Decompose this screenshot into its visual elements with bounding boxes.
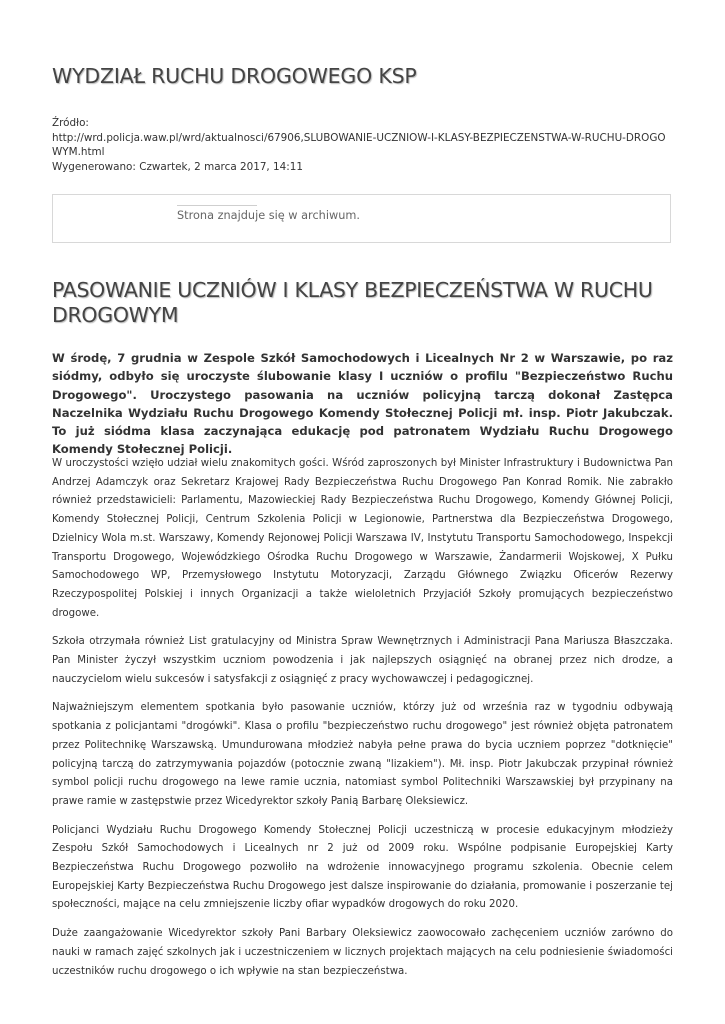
article-paragraph: W uroczystości wzięło udział wielu znakomitych gości. Wśród zaproszonych był Minister Infrastruktury i Budownictwa Pan Andrzej Adamczyk oraz Sekretarz Krajowej Rady Bezpieczeństwa Ruchu Drogowego Pan Konrad Romik. Nie zabrakło również przedstawicieli: Parlamentu, Mazowieckiej Rady Bezpieczeństwa Ruchu Drogowego, Komendy Głównej Policji, Komendy Stołecznej Policji, Centrum Szkolenia Policji w Legionowie, Partnerstwa dla Bezpieczeństwa Drogowego, Dzielnicy Wola m.st. Warszawy, Komendy Rejonowej Policji Warszawa IV, Instytutu Transportu Samochodowego, Inspekcji Transportu Drogowego, Wojewódzkiego Ośrodka Ruchu Drogowego w Warszawie, Żandarmerii Wojskowej, X Pułku Samochodowego WP, Przemysłowego Instytutu Motoryzacji, Zarządu Głównego Związku Oficerów Rezerwy Rzeczypospolitej Polskiej i innych Organizacji a także wieloletnich Przyjaciół Szkoły promujących bezpieczeństwo drogowe. — [52, 458, 673, 619]
article-paragraph: Policjanci Wydziału Ruchu Drogowego Komendy Stołecznej Policji uczestniczą w procesie edukacyjnym młodzieży Zespołu Szkół Samochodowych i Licealnych nr 2 już od 2009 roku. Wspólne podpisanie Europejskiej Karty Bezpieczeństwa Ruchu Drogowego pozwoliło na wdrożenie innowacyjnego programu szkolenia. Obecnie celem Europejskiej Karty Bezpieczeństwa Ruchu Drogowego jest dalsze inspirowanie do działania, promowanie i poszerzanie tej społeczności, mające na celu zmniejszenie liczby ofiar wypadków drogowych do roku 2020. — [52, 824, 673, 911]
archive-notice-box — [52, 194, 671, 243]
source-url: http://wrd.policja.waw.pl/wrd/aktualnosci/67906,SLUBOWANIE-UCZNIOW-I-KLASY-BEZPIECZENSTWA-W-RUCHU-DROGOWYM.html — [52, 131, 666, 158]
generated-date: Wygenerowano: Czwartek, 2 marca 2017, 14:11 — [52, 160, 303, 173]
site-title: WYDZIAŁ RUCHU DROGOWEGO KSP — [52, 64, 417, 88]
source-meta — [52, 116, 673, 174]
source-label: Źródło: — [52, 117, 89, 129]
archive-divider — [177, 205, 257, 206]
article-paragraph: Szkoła otrzymała również List gratulacyjny od Ministra Spraw Wewnętrznych i Administracji Pana Mariusza Błaszczaka. Pan Minister życzył wszystkim uczniom powodzenia i jak najlepszych osiągnięć na obranej przez nich drodze, a nauczycielom wielu sukcesów i satysfakcji z osiągnięć z pracy wychowawczej i pedagogicznej. — [52, 636, 673, 685]
article-lead: W środę, 7 grudnia w Zespole Szkół Samochodowych i Licealnych Nr 2 w Warszawie, po raz siódmy, odbyło się uroczyste ślubowanie klasy I uczniów o profilu "Bezpieczeństwo Ruchu Drogowego". Uroczystego pasowania na uczniów policyjną tarczą dokonał Zastępca Naczelnika Wydziału Ruchu Drogowego Komendy Stołecznej Policji mł. insp. Piotr Jakubczak. To już siódma klasa zaczynająca edukację pod patronatem Wydziału Ruchu Drogowego Komendy Stołecznej Policji. — [52, 351, 673, 457]
article-title: PASOWANIE UCZNIÓW I KLASY BEZPIECZEŃSTWA W RUCHU DROGOWYM — [52, 278, 653, 327]
article-body — [52, 455, 673, 991]
article-paragraph: Duże zaangażowanie Wicedyrektor szkoły Pani Barbary Oleksiewicz zaowocowało zachęceniem uczniów zarówno do nauki w ramach zajęć szkolnych jak i uczestniczeniem w licznych projektach mających na celu podniesienie świadomości uczestników ruchu drogowego o ich wpływie na stan bezpieczeństwa. — [52, 928, 673, 977]
archive-notice: Strona znajduje się w archiwum. — [177, 209, 360, 222]
article-paragraph: Najważniejszym elementem spotkania było pasowanie uczniów, którzy już od września raz w tygodniu odbywają spotkania z policjantami "drogówki". Klasa o profilu "bezpieczeństwo ruchu drogowego" jest również objęta patronatem przez Politechnikę Warszawską. Umundurowana młodzież nabyła pełne prawa do bycia uczniem poprzez "dotknięcie" policyjną tarczą do zatrzymywania pojazdów (potocznie zwaną "lizakiem"). Mł. insp. Piotr Jakubczak przypinał również symbol policji ruchu drogowego na lewe ramie ucznia, natomiast symbol Politechniki Warszawskiej był przypinany na prawe ramie w zastępstwie przez Wicedyrektor szkoły Panią Barbarę Oleksiewicz. — [52, 702, 673, 807]
